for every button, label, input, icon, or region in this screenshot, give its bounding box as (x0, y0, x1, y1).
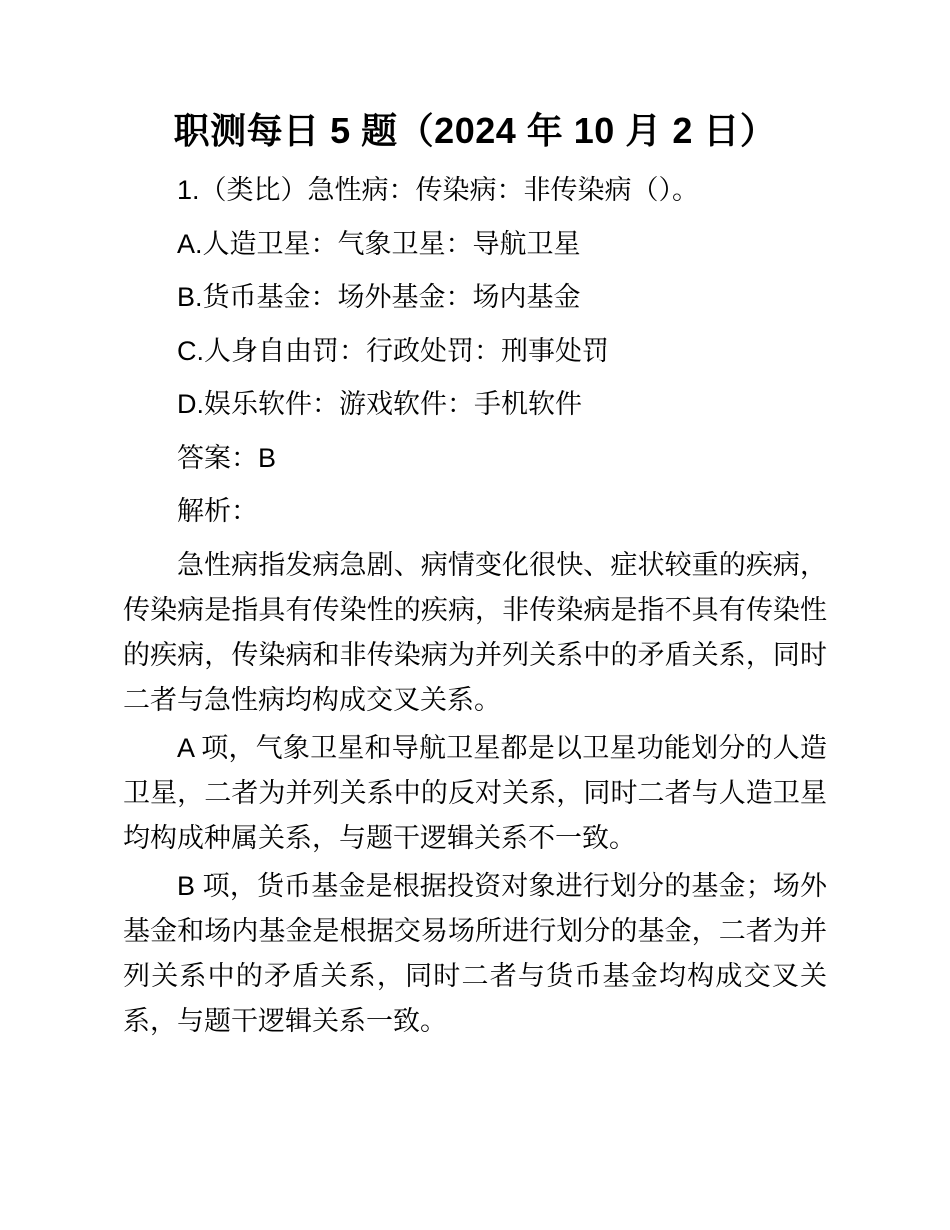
analysis-paragraph-general: 急性病指发病急剧、病情变化很快、症状较重的疾病，传染病是指具有传染性的疾病，非传染病是指不具有传染性的疾病，传染病和非传染病为并列关系中的矛盾关系，同时二者与急性病均构成交叉关系。 (123, 549, 827, 715)
option-d: D.娱乐软件：游戏软件：手机软件 (177, 389, 582, 419)
page-title: 职测每日 5 题（2024 年 10 月 2 日） (173, 110, 777, 151)
analysis-paragraph-option-a: A 项，气象卫星和导航卫星都是以卫星功能划分的人造卫星，二者为并列关系中的反对关系，同时二者与人造卫星均构成种属关系，与题干逻辑关系不一致。 (123, 732, 827, 853)
option-a: A.人造卫星：气象卫星：导航卫星 (177, 228, 581, 259)
answer-line: 答案：B (177, 442, 277, 473)
analysis-label: 解析： (177, 496, 258, 526)
option-c: C.人身自由罚：行政处罚：刑事处罚 (177, 335, 609, 366)
option-b: B.货币基金：场外基金：场内基金 (177, 282, 581, 312)
question-stem: 1.（类比）急性病：传染病：非传染病（）。 (177, 175, 700, 205)
analysis-paragraph-option-b: B 项，货币基金是根据投资对象进行划分的基金；场外基金和场内基金是根据交易场所进行划分的基金，二者为并列关系中的矛盾关系，同时二者与货币基金均构成交叉关系，与题干逻辑关系一致。 (123, 870, 827, 1036)
